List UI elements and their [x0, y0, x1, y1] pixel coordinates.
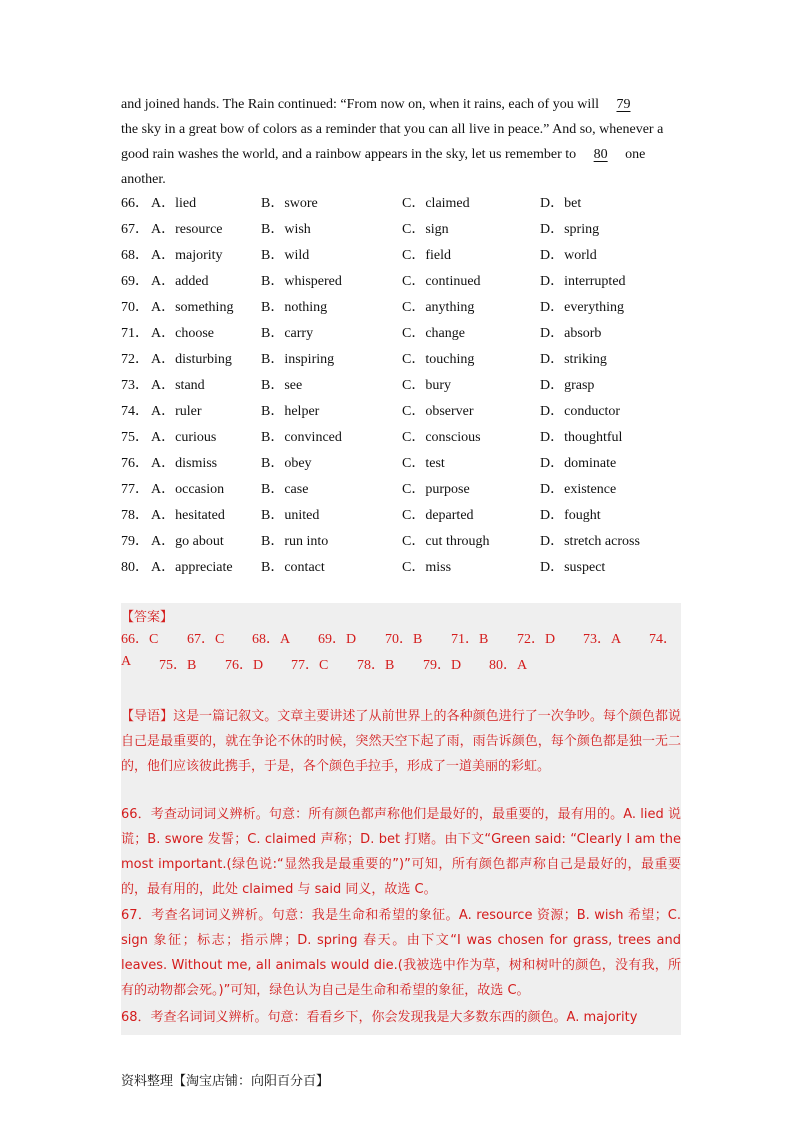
question-row	[121, 218, 681, 244]
question-row	[121, 348, 681, 374]
option-d: D．interrupted	[540, 274, 626, 289]
option-a: A．ruler	[151, 404, 202, 419]
answer-key-item: 78．B	[357, 658, 395, 673]
option-a: A．go about	[151, 534, 224, 549]
option-b: B．contact	[261, 560, 325, 575]
option-d: D．conductor	[540, 404, 621, 419]
option-c: C．sign	[402, 222, 449, 237]
question-row	[121, 400, 681, 426]
option-c: C．observer	[402, 404, 474, 419]
option-b: B．carry	[261, 326, 314, 341]
option-b: B．run into	[261, 534, 329, 549]
answer-key-item: 72．D	[517, 632, 556, 647]
option-b: B．wish	[261, 222, 311, 237]
answer-key-item: 68．A	[252, 632, 291, 647]
passage-text: the sky in a great bow of colors as a reminder that you can all live in peace.” And so, whenever a	[121, 122, 664, 137]
answer-label: 【答案】	[121, 610, 174, 625]
passage-line	[121, 142, 681, 167]
passage-line	[121, 92, 681, 117]
answer-key-item: 73．A	[583, 632, 622, 647]
option-d: D．world	[540, 248, 597, 263]
passage-text: and joined hands. The Rain continued: “From now on, when it rains, each of you will	[121, 97, 599, 112]
option-b: B．swore	[261, 196, 318, 211]
question-row	[121, 322, 681, 348]
question-number: 71．	[121, 326, 149, 341]
question-number: 74．	[121, 404, 149, 419]
question-number: 66．	[121, 196, 149, 211]
passage-line	[121, 167, 681, 192]
blank-80: 80	[593, 147, 608, 162]
option-a: A．lied	[151, 196, 197, 211]
option-a: A．choose	[151, 326, 214, 341]
option-b: B．nothing	[261, 300, 328, 315]
option-b: B．united	[261, 508, 320, 523]
question-row	[121, 556, 681, 582]
answer-key-row	[121, 628, 681, 654]
question-row	[121, 270, 681, 296]
option-c: C．conscious	[402, 430, 481, 445]
option-b: B．obey	[261, 456, 312, 471]
guide-label: 【导语】	[121, 709, 174, 724]
question-number: 70．	[121, 300, 149, 315]
question-row	[121, 426, 681, 452]
answer-key-item: 66．C	[121, 632, 159, 647]
answer-key-item: 79．D	[423, 658, 462, 673]
answer-key-item: 69．D	[318, 632, 357, 647]
option-b: B．helper	[261, 404, 320, 419]
question-row	[121, 374, 681, 400]
explanation-66: 66．考查动词词义辨析。句意：所有颜色都声称他们是最好的，最重要的，最有用的。A. lied 说谎；B. swore 发誓；C. claimed 声称；D. bet 打赌。由下文“Green said: “Clearly I am the most important.(绿色说:“显然我是最重要的”)”可知，所有颜色都声称自己是最好的，最重要的，最有用的，此处 claimed 与 said 同义，故选 C。	[121, 807, 681, 897]
option-a: A．appreciate	[151, 560, 233, 575]
option-b: B．wild	[261, 248, 310, 263]
passage-text: another.	[121, 172, 166, 187]
question-number: 77．	[121, 482, 149, 497]
answer-key-item: 70．B	[385, 632, 423, 647]
question-number: 73．	[121, 378, 149, 393]
question-row	[121, 530, 681, 556]
option-c: C．test	[402, 456, 445, 471]
passage-line	[121, 117, 681, 142]
question-number: 78．	[121, 508, 149, 523]
passage-text: good rain washes the world, and a rainbow appears in the sky, let us remember to	[121, 147, 577, 162]
answer-heading	[121, 605, 681, 630]
option-c: C．purpose	[402, 482, 470, 497]
option-d: D．everything	[540, 300, 624, 315]
answer-key-item: 77．C	[291, 658, 329, 673]
answer-key-item: 75．B	[159, 658, 197, 673]
guide-paragraph	[121, 704, 681, 779]
option-a: A．resource	[151, 222, 223, 237]
question-row	[121, 244, 681, 270]
option-a: A．something	[151, 300, 234, 315]
question-row	[121, 504, 681, 530]
question-number: 76．	[121, 456, 149, 471]
option-a: A．occasion	[151, 482, 225, 497]
option-d: D．thoughtful	[540, 430, 623, 445]
option-d: D．existence	[540, 482, 617, 497]
option-d: D．striking	[540, 352, 607, 367]
option-d: D．absorb	[540, 326, 602, 341]
answer-key	[121, 628, 681, 680]
option-b: B．whispered	[261, 274, 342, 289]
question-number: 79．	[121, 534, 149, 549]
explanation-68: 68．考查名词词义辨析。句意：看看乡下，你会发现我是大多数东西的颜色。A. majority	[121, 1010, 638, 1025]
question-number: 75．	[121, 430, 149, 445]
guide-text: 这是一篇记叙文。文章主要讲述了从前世界上的各种颜色进行了一次争吵。每个颜色都说自己是最重要的，就在争论不休的时候，突然天空下起了雨，雨告诉颜色，每个颜色都是独一无二的，他们应该彼此携手，于是，各个颜色手拉手，形成了一道美丽的彩虹。	[121, 709, 681, 774]
option-c: C．change	[402, 326, 465, 341]
option-c: C．claimed	[402, 196, 470, 211]
option-d: D．suspect	[540, 560, 606, 575]
option-c: C．miss	[402, 560, 452, 575]
answer-key-item: 74．	[649, 632, 677, 647]
option-c: C．cut through	[402, 534, 490, 549]
question-number: 68．	[121, 248, 149, 263]
option-b: B．case	[261, 482, 309, 497]
explanation-67: 67．考查名词词义辨析。句意：我是生命和希望的象征。A. resource 资源；B. wish 希望；C. sign 象征；标志；指示牌；D. spring 春天。由下文“I was chosen for grass, trees and leaves. Without me, all animals would die.(我被选中作为草，树和树叶的颜色，没有我，所有的动物都会死。)”可知，绿色认为自己是生命和希望的象征，故选 C。	[121, 908, 681, 998]
question-list	[121, 192, 681, 582]
question-number: 72．	[121, 352, 149, 367]
option-d: D．grasp	[540, 378, 595, 393]
option-c: C．touching	[402, 352, 475, 367]
option-d: D．spring	[540, 222, 600, 237]
question-number: 80．	[121, 560, 149, 575]
option-a: A．disturbing	[151, 352, 232, 367]
question-number: 67．	[121, 222, 149, 237]
answer-key-row	[121, 654, 681, 680]
answer-key-item: A	[121, 654, 132, 669]
option-c: C．bury	[402, 378, 451, 393]
blank-79: 79	[616, 97, 631, 112]
option-b: B．see	[261, 378, 303, 393]
question-row	[121, 192, 681, 218]
answer-key-item: 67．C	[187, 632, 225, 647]
option-b: B．convinced	[261, 430, 342, 445]
question-row	[121, 478, 681, 504]
option-c: C．field	[402, 248, 451, 263]
option-a: A．stand	[151, 378, 205, 393]
passage-text: one	[625, 147, 646, 162]
option-b: B．inspiring	[261, 352, 335, 367]
option-a: A．dismiss	[151, 456, 218, 471]
option-a: A．curious	[151, 430, 217, 445]
option-d: D．dominate	[540, 456, 617, 471]
passage	[121, 92, 681, 192]
option-c: C．anything	[402, 300, 475, 315]
option-a: A．added	[151, 274, 209, 289]
question-row	[121, 452, 681, 478]
option-c: C．continued	[402, 274, 481, 289]
answer-key-item: 80．A	[489, 658, 528, 673]
footer-note: 资料整理【淘宝店铺：向阳百分百】	[121, 1074, 330, 1089]
option-c: C．departed	[402, 508, 474, 523]
answer-key-item: 76．D	[225, 658, 264, 673]
question-number: 69．	[121, 274, 149, 289]
answer-key-item: 71．B	[451, 632, 489, 647]
option-d: D．stretch across	[540, 534, 640, 549]
option-a: A．majority	[151, 248, 223, 263]
option-d: D．fought	[540, 508, 601, 523]
option-d: D．bet	[540, 196, 582, 211]
question-row	[121, 296, 681, 322]
option-a: A．hesitated	[151, 508, 225, 523]
